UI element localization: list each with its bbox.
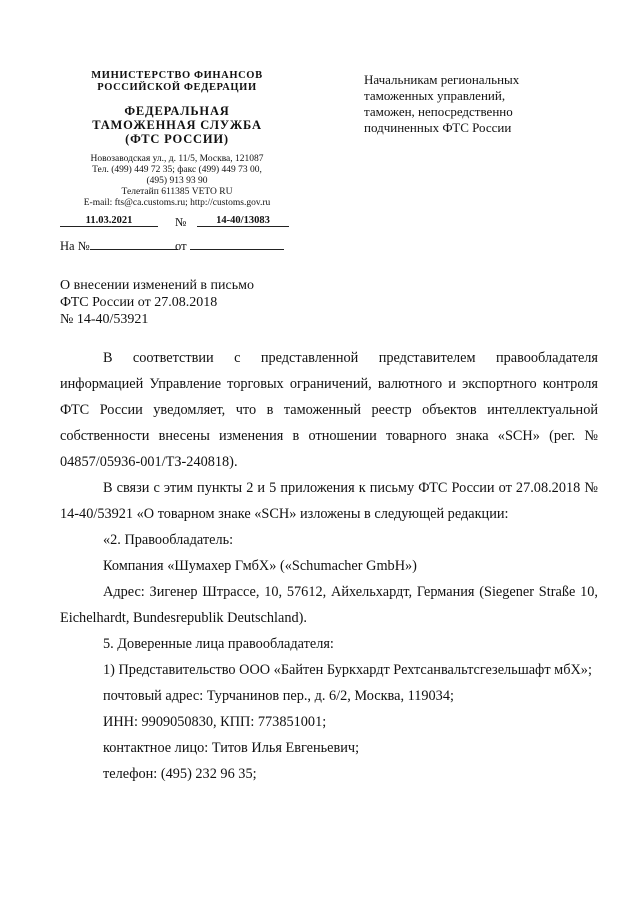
agency-phone: Тел. (499) 449 72 35; факс (499) 449 73 00, <box>92 165 262 175</box>
letterhead <box>58 70 296 209</box>
body-paragraph-2: В связи с этим пункты 2 и 5 приложения к письму ФТС России от 27.08.2018 № 14-40/53921 «О товарном знаке «SCH» изложены в следующей редакции: <box>60 480 598 522</box>
postal-address: почтовый адрес: Турчанинов пер., д. 6/2, Москва, 119034; <box>103 688 454 704</box>
agency-name: ФЕДЕРАЛЬНАЯ ТАМОЖЕННАЯ СЛУЖБА (ФТС РОССИИ) <box>92 104 262 146</box>
ministry-name: МИНИСТЕРСТВО ФИНАНСОВ РОССИЙСКОЙ ФЕДЕРАЦИИ <box>91 70 263 93</box>
contact-phone: телефон: (495) 232 96 35; <box>103 766 257 782</box>
letter-subject: О внесении изменений в письмо ФТС России от 27.08.2018 № 14-40/53921 <box>60 278 254 327</box>
reference-date-line <box>175 238 284 254</box>
agency-teletype: Телетайп 611385 VETO RU <box>121 187 233 197</box>
rightholder-company: Компания «Шумахер ГмбХ» («Schumacher GmbH») <box>103 558 417 574</box>
reference-from-label: от <box>175 239 187 253</box>
reference-blank <box>90 238 178 250</box>
agency-contacts <box>58 154 296 209</box>
representative-1: 1) Представительство ООО «Байтен Буркхардт Рехтсанвальтсгезельшафт мбХ»; <box>103 662 592 678</box>
agency-address: Новозаводская ул., д. 11/5, Москва, 121087 <box>90 154 264 164</box>
item-5-title: 5. Доверенные лица правообладателя: <box>103 636 334 652</box>
item-2-title: «2. Правообладатель: <box>103 532 234 548</box>
reference-number-line <box>60 238 178 254</box>
registration-number: 14-40/13083 <box>197 215 289 227</box>
registration-date-line <box>60 215 158 227</box>
agency-phone-2: (495) 913 93 90 <box>146 176 208 186</box>
rightholder-address: Адрес: Зигенер Штрассе, 10, 57612, Айхельхардт, Германия (Siegener Straße 10, Eichelhardt, Bundesrepublik Deutschland). <box>60 584 598 626</box>
addressee: Начальникам региональных таможенных управлений, таможен, непосредственно подчиненных ФТС России <box>364 72 520 135</box>
letter-body <box>60 345 598 787</box>
body-paragraph-1: В соответствии с представленной представителем правообладателя информацией Управление торговых ограничений, валютного и экспортного контроля ФТС России уведомляет, что в таможенный реестр объектов интеллектуальной собственности внесены изменения в отношении товарного знака «SCH» (рег. № 04857/05936-001/ТЗ-240818). <box>60 350 598 470</box>
registration-number-sign: № <box>175 215 187 229</box>
reference-date-blank <box>190 238 284 250</box>
reference-label: На № <box>60 239 90 253</box>
registration-date: 11.03.2021 <box>60 215 158 227</box>
contact-person: контактное лицо: Титов Илья Евгеньевич; <box>103 740 360 756</box>
tax-ids: ИНН: 9909050830, КПП: 773851001; <box>103 714 327 730</box>
registration-number-line <box>197 215 289 227</box>
agency-email: E-mail: fts@ca.customs.ru; http://customs.gov.ru <box>83 198 271 208</box>
